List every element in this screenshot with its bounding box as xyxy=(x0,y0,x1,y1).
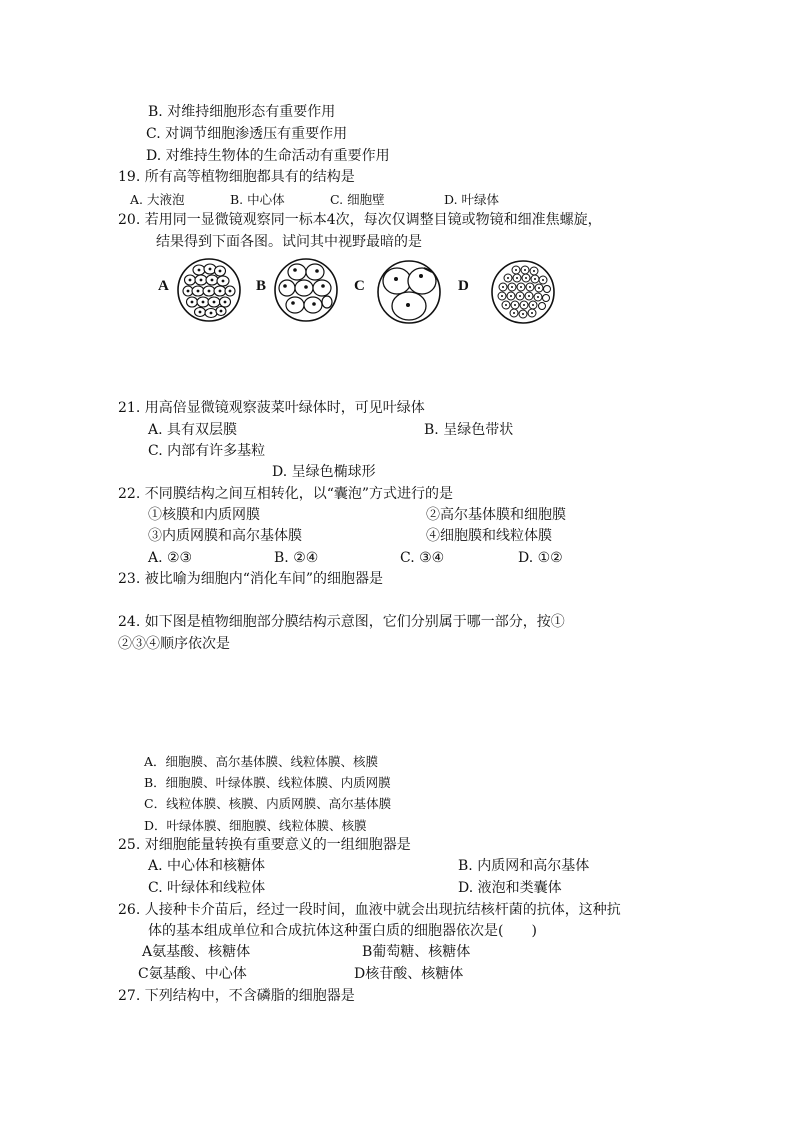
q26-option-c: C氨基酸、中心体 xyxy=(138,966,247,982)
q21-stem: 21. 用高倍显微镜观察菠菜叶绿体时，可见叶绿体 xyxy=(118,400,425,416)
q24-option-c: C．线粒体膜、核膜、内质网膜、高尔基体膜 xyxy=(144,796,392,811)
q22-option-b: B. ②④ xyxy=(274,550,319,566)
q20-stem-line2: 结果得到下面各图。试问其中视野最暗的是 xyxy=(156,234,422,250)
q24-stem-line2: ②③④顺序依次是 xyxy=(118,636,230,652)
q26-option-d: D核苷酸、核糖体 xyxy=(354,966,464,982)
q22-option-a: A. ②③ xyxy=(148,550,193,566)
microscope-view-c xyxy=(376,259,442,325)
q22-stem: 22. 不同膜结构之间互相转化，以“囊泡”方式进行的是 xyxy=(118,486,454,502)
q27-stem: 27. 下列结构中，不含磷脂的细胞器是 xyxy=(118,988,355,1004)
q21-option-a: A. 具有双层膜 xyxy=(148,422,238,438)
q20-stem-line1: 20. 若用同一显微镜观察同一标本4次，每次仅调整目镜或物镜和细准焦螺旋， xyxy=(118,212,602,228)
q26-stem-line2: 体的基本组成单位和合成抗体这种蛋白质的细胞器依次是( ) xyxy=(148,923,537,939)
figure-label-c: C xyxy=(354,278,365,294)
q26-stem-line1: 26. 人接种卡介苗后，经过一段时间，血液中就会出现抗结核杆菌的抗体，这种抗 xyxy=(118,902,621,918)
q26-option-b: B葡萄糖、核糖体 xyxy=(362,944,471,960)
q25-option-d: D. 液泡和类囊体 xyxy=(458,880,562,896)
microscope-view-a xyxy=(176,257,242,323)
q22-item-4: ④细胞膜和线粒体膜 xyxy=(426,528,552,544)
q25-option-a: A. 中心体和核糖体 xyxy=(148,858,266,874)
q21-option-d: D. 呈绿色椭球形 xyxy=(272,464,376,480)
microscope-view-b xyxy=(273,257,339,323)
q23-stem: 23. 被比喻为细胞内“消化车间”的细胞器是 xyxy=(118,571,384,587)
q24-option-a: A．细胞膜、高尔基体膜、线粒体膜、核膜 xyxy=(144,754,379,769)
q22-item-1: ①核膜和内质网膜 xyxy=(148,507,260,523)
q24-option-b: B．细胞膜、叶绿体膜、线粒体膜、内质网膜 xyxy=(144,775,391,790)
q19-option-a: A. 大液泡 xyxy=(130,192,185,207)
q25-stem: 25. 对细胞能量转换有重要意义的一组细胞器是 xyxy=(118,837,411,853)
q24-stem-line1: 24. 如下图是植物细胞部分膜结构示意图，它们分别属于哪一部分，按① xyxy=(118,614,565,630)
q22-item-3: ③内质网膜和高尔基体膜 xyxy=(148,528,302,544)
q18-option-c: C. 对调节细胞渗透压有重要作用 xyxy=(146,126,348,142)
q22-option-d: D. ①② xyxy=(518,550,563,566)
figure-label-a: A xyxy=(158,278,169,294)
figure-label-d: D xyxy=(458,278,469,294)
q22-item-2: ②高尔基体膜和细胞膜 xyxy=(426,507,566,523)
q19-option-d: D. 叶绿体 xyxy=(444,192,500,207)
q21-option-b: B. 呈绿色带状 xyxy=(424,422,514,438)
q21-option-c: C. 内部有许多基粒 xyxy=(148,443,266,459)
q25-option-b: B. 内质网和高尔基体 xyxy=(458,858,590,874)
q18-option-d: D. 对维持生物体的生命活动有重要作用 xyxy=(146,148,390,164)
q19-stem: 19. 所有高等植物细胞都具有的结构是 xyxy=(118,169,355,185)
figure-label-b: B xyxy=(256,278,267,294)
q19-option-b: B. 中心体 xyxy=(230,192,285,207)
microscope-view-d xyxy=(490,259,556,325)
q19-option-c: C. 细胞壁 xyxy=(330,192,385,207)
q22-option-c: C. ③④ xyxy=(400,550,445,566)
q25-option-c: C. 叶绿体和线粒体 xyxy=(148,880,266,896)
q18-option-b: B. 对维持细胞形态有重要作用 xyxy=(148,104,336,120)
q24-option-d: D．叶绿体膜、细胞膜、线粒体膜、核膜 xyxy=(144,818,367,833)
q26-option-a: A氨基酸、核糖体 xyxy=(142,944,251,960)
